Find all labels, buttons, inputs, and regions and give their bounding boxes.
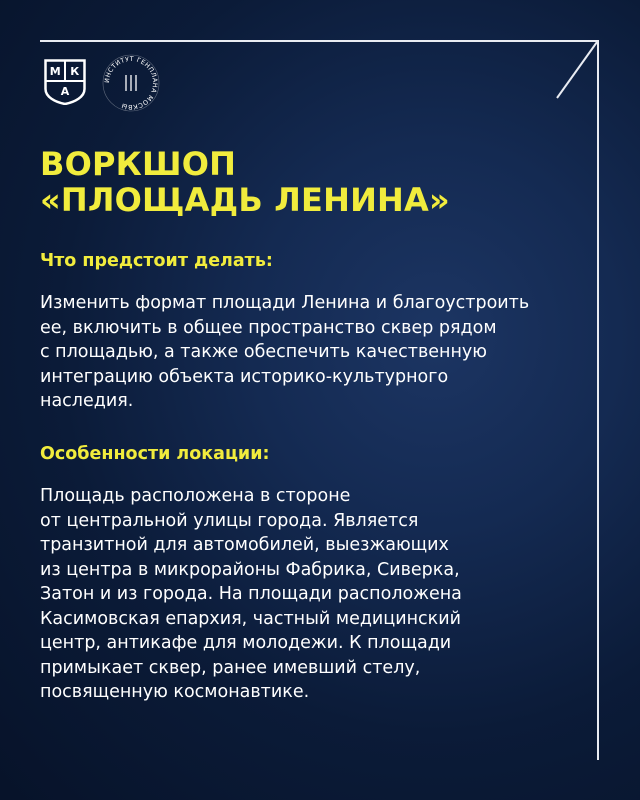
paragraph-line: транзитной для автомобилей, выезжающих bbox=[40, 535, 449, 555]
mka-logo bbox=[44, 59, 86, 105]
title-line: «ПЛОЩАДЬ ЛЕНИНА» bbox=[40, 181, 450, 219]
location-paragraph bbox=[40, 484, 462, 705]
paragraph-line: Касимовская епархия, частный медицинский bbox=[40, 608, 461, 629]
paragraph-line: из центра в микрорайоны Фабрика, Сиверка, bbox=[40, 559, 460, 580]
paragraph-line: посвященную космонавтике. bbox=[40, 682, 310, 702]
paragraph-line: наследия. bbox=[40, 391, 134, 411]
paragraph-line: с площадью, а также обеспечить качественную bbox=[40, 342, 488, 362]
paragraph-line: Затон и из города. На площади расположена bbox=[40, 584, 462, 604]
mka-letter-m: М bbox=[49, 65, 61, 78]
frame-top-line bbox=[40, 40, 599, 42]
mka-letter-a: А bbox=[60, 85, 70, 98]
title-line: ВОРКШОП bbox=[40, 145, 237, 183]
location-heading: Особенности локации: bbox=[40, 444, 270, 464]
paragraph-line: Площадь расположена в стороне bbox=[40, 486, 351, 506]
mka-letter-k: К bbox=[70, 65, 80, 78]
seal-text: ИНСТИТУТ ГЕНПЛАНА МОСКВЫ bbox=[103, 55, 159, 111]
tasks-paragraph bbox=[40, 291, 529, 414]
paragraph-line: Изменить формат площади Ленина и благоустроить bbox=[40, 293, 530, 313]
genplan-institute-seal bbox=[102, 54, 160, 112]
paragraph-line: ее, включить в общее пространство сквер рядом bbox=[40, 317, 497, 338]
paragraph-line: центр, антикафе для молодежи. К площади bbox=[40, 633, 452, 653]
paragraph-line: примыкает сквер, ранее имевший стелу, bbox=[40, 657, 421, 678]
frame-right-line bbox=[597, 40, 599, 760]
tasks-heading: Что предстоит делать: bbox=[40, 251, 273, 271]
paragraph-line: от центральной улицы города. Является bbox=[40, 510, 419, 531]
paragraph-line: интеграцию объекта историко-культурного bbox=[40, 366, 449, 387]
page-title bbox=[40, 146, 450, 218]
seal-bars-icon bbox=[126, 75, 136, 91]
